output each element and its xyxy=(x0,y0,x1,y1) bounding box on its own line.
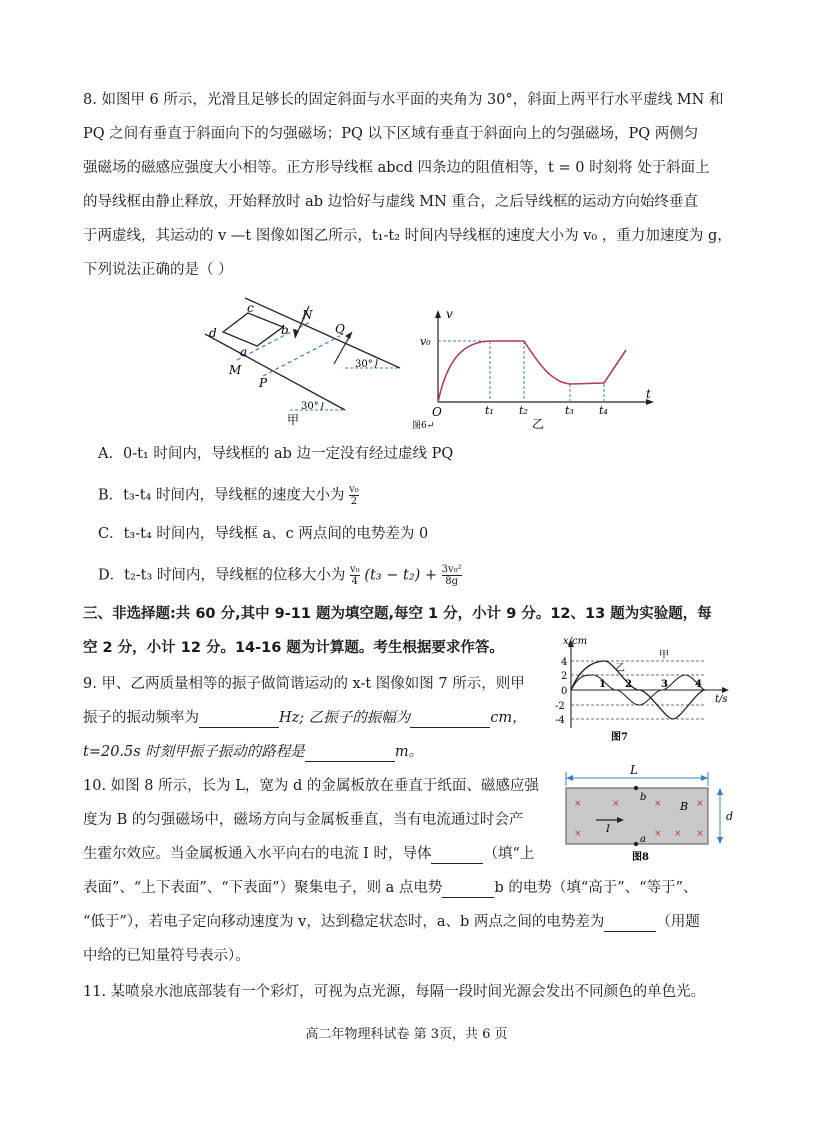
wire-frame xyxy=(223,313,283,346)
label-p: P xyxy=(259,376,268,390)
fig8-cross: × xyxy=(654,829,662,839)
caption-jia: 甲 xyxy=(287,413,300,427)
fig8-width-arrow-bottom xyxy=(717,837,723,844)
option-d-text: D．t₂-t₃ 时间内，导线框的位移大小为 xyxy=(98,567,346,584)
section-3-line-2: 空 2 分，小计 12 分。14-16 题为计算题。考生根据要求作答。 xyxy=(83,640,504,656)
figure-jia xyxy=(195,292,410,427)
option-b-fraction xyxy=(349,484,359,507)
axis-v-label: v xyxy=(446,307,453,321)
figure-yi xyxy=(412,306,660,431)
page-footer: 高二年物理科试卷 第 3页，共 6 页 xyxy=(305,1027,508,1042)
option-d-denominator-1: 4 xyxy=(351,576,359,587)
fig7-ytick-2: 2 xyxy=(561,671,568,682)
option-a: A．0-t₁ 时间内，导线框的 ab 边一定没有经过虚线 PQ xyxy=(98,446,454,462)
label-c: c xyxy=(247,301,254,315)
q10-line-3b: （填“上 xyxy=(483,846,535,862)
fig8-length-arrow-right xyxy=(701,775,708,781)
q9-blank-frequency[interactable] xyxy=(199,711,279,728)
fig7-xtick-1: 1 xyxy=(599,679,606,690)
tick-t4: t₄ xyxy=(599,404,608,417)
option-c: C．t₃-t₄ 时间内，导线框 a、c 两点间的电势差为 0 xyxy=(98,526,429,542)
fig7-xtick-3: 3 xyxy=(661,679,668,690)
label-q: Q xyxy=(335,322,345,336)
fig8-width-arrow-top xyxy=(717,788,723,795)
q8-line-6: 下列说法正确的是（ ） xyxy=(83,262,233,278)
label-n: N xyxy=(302,308,313,322)
q11-line-1: 11. 某喷泉水池底部装有一个彩灯，可视为点光源，每隔一段时间光源会发出不同颜色的单色光。 xyxy=(83,984,706,1000)
figure-8 xyxy=(560,764,750,864)
option-b-text: B．t₃-t₄ 时间内，导线框的速度大小为 xyxy=(98,487,345,504)
fig8-caption: 图8 xyxy=(632,852,649,863)
fig8-point-a xyxy=(634,842,638,846)
fig8-label-i: I xyxy=(606,824,610,835)
q8-line-3: 强磁场的磁感应强度大小相等。正方形导线框 abcd 四条边的阻值相等，t = 0 时刻将 处于斜面上 xyxy=(83,160,710,176)
fig8-metal-plate xyxy=(566,788,708,844)
fig7-xlabel: t/s xyxy=(715,694,728,705)
q10-line-1: 10. 如图 8 所示，长为 L，宽为 d 的金属板放在垂直于纸面、磁感应强 xyxy=(83,778,539,794)
fig8-label-d: d xyxy=(726,810,734,823)
option-d-fraction-1 xyxy=(350,564,360,587)
fig8-label-b-field: B xyxy=(680,800,689,813)
q8-line-2: PQ 之间有垂直于斜面向下的匀强磁场；PQ 以下区域有垂直于斜面向上的匀强磁场，PQ 两侧匀 xyxy=(83,126,699,142)
option-d-fraction-2 xyxy=(442,564,462,587)
v0-label: v₀ xyxy=(420,335,431,348)
q9-line-1: 9. 甲、乙两质量相等的振子做简谐运动的 x-t 图像如图 7 所示，则甲 xyxy=(83,676,525,692)
option-b-denominator: 2 xyxy=(350,496,358,507)
origin-label: O xyxy=(432,405,442,419)
q8-line-5: 于两虚线，其运动的 v —t 图像如图乙所示，t₁-t₂ 时间内导线框的速度大小为 v₀ ，重力加速度为 g， xyxy=(83,228,732,244)
q10-blank-potential[interactable] xyxy=(442,881,494,898)
incline-lower-line xyxy=(205,334,345,410)
fig7-ytick-4: 4 xyxy=(561,657,568,668)
q8-line-1: 8. 如图甲 6 所示，光滑且足够长的固定斜面与水平面的夹角为 30°，斜面上两平行水平虚线 MN 和 xyxy=(83,92,724,108)
fig7-ytick-m4: -4 xyxy=(555,715,565,726)
label-angle-2: 30° xyxy=(301,401,319,412)
fig8-cross: × xyxy=(674,829,682,839)
tick-t1: t₁ xyxy=(485,404,494,417)
fig7-origin: 0 xyxy=(561,686,568,697)
q10-line-6: 中给的已知量符号表示）。 xyxy=(83,948,250,964)
q10-line-5b: （用题 xyxy=(656,914,700,930)
fig8-length-arrow-left xyxy=(566,775,573,781)
section-3-line-1: 三、非选择题:共 60 分,其中 9-11 题为填空题,每空 1 分，小计 9 分。12、13 题为实验题，每 xyxy=(83,606,712,622)
q8-line-4: 的导线框由静止释放，开始释放时 ab 边恰好与虚线 MN 重合，之后导线框的运动方向始终垂直 xyxy=(83,194,698,210)
q10-line-4b: b 的电势（填“高于”、“等于”、 xyxy=(494,880,698,896)
q9-blank-path[interactable] xyxy=(305,745,395,762)
q10-line-3a: 生霍尔效应。当金属板通入水平向右的电流 I 时，导体 xyxy=(83,846,432,862)
q9-line-3 xyxy=(83,742,423,762)
angle-arc-1 xyxy=(375,359,377,368)
q10-blank-voltage[interactable] xyxy=(604,915,656,932)
fig8-cross: × xyxy=(654,799,662,809)
tick-t3: t₃ xyxy=(565,404,574,417)
q10-blank-surface[interactable] xyxy=(431,847,483,864)
q9-line-2 xyxy=(83,708,527,728)
v-t-curve xyxy=(438,341,626,402)
q9-line-3b: m。 xyxy=(394,744,424,760)
incline-upper-line xyxy=(245,298,400,368)
fig8-cross: × xyxy=(612,799,620,809)
q10-line-5 xyxy=(83,912,700,932)
fig7-label-jia: 甲 xyxy=(659,650,669,661)
caption-yi: 乙 xyxy=(532,417,545,431)
fig7-caption: 图7 xyxy=(611,732,628,743)
q9-line-2b: Hz; 乙振子的振幅为 xyxy=(279,710,411,726)
option-b xyxy=(98,484,359,507)
axis-t-label: t xyxy=(646,387,651,401)
option-d xyxy=(98,564,462,587)
option-d-middle: (t₃ − t₂) + xyxy=(364,567,438,584)
label-d: d xyxy=(209,326,217,340)
q9-blank-amplitude[interactable] xyxy=(410,711,490,728)
q10-line-4a: 表面”、“上下表面”、“下表面”）聚集电子，则 a 点电势 xyxy=(83,880,443,896)
fig8-point-b xyxy=(634,786,638,790)
tick-t2: t₂ xyxy=(519,404,528,417)
figure-6-label: 图6↵ xyxy=(412,421,435,431)
fig7-ytick-m2: -2 xyxy=(555,701,565,712)
option-b-numerator: v₀ xyxy=(349,484,359,495)
q9-line-2c: cm， xyxy=(490,710,527,726)
fig7-label-yi: 乙 xyxy=(615,663,625,674)
fig8-label-b: b xyxy=(640,792,647,803)
option-d-numerator-1: v₀ xyxy=(350,564,360,575)
figure-7 xyxy=(555,634,735,744)
field-arrow-2-head xyxy=(345,332,352,339)
fig8-cross: × xyxy=(696,829,704,839)
label-a: a xyxy=(240,345,248,359)
angle-arc-2 xyxy=(321,402,323,410)
fig8-cross: × xyxy=(574,829,582,839)
fig7-xtick-4: 4 xyxy=(695,679,702,690)
fig8-label-l: L xyxy=(630,763,638,777)
q9-line-3a: t=20.5s 时刻甲振子振动的路程是 xyxy=(83,744,305,760)
fig7-ylabel: x/cm xyxy=(563,636,588,647)
v-axis-arrow xyxy=(435,310,441,318)
option-d-denominator-2: 8g xyxy=(445,576,459,587)
fig8-cross: × xyxy=(574,799,582,809)
q10-line-3 xyxy=(83,844,534,864)
label-m: M xyxy=(229,363,242,377)
q10-line-5a: “低于”），若电子定向移动速度为 v，达到稳定状态时，a、b 两点之间的电势差为 xyxy=(83,914,605,930)
q10-line-2: 度为 B 的匀强磁场中，磁场方向与金属板垂直，当有电流通过时会产 xyxy=(83,812,524,828)
label-angle-1: 30° xyxy=(355,359,373,370)
fig7-t-axis-arrow xyxy=(722,687,729,693)
q9-line-2a: 振子的振动频率为 xyxy=(83,710,199,726)
fig7-xtick-2: 2 xyxy=(625,679,632,690)
option-d-numerator-2: 3v₀² xyxy=(441,564,462,575)
fig8-cross: × xyxy=(696,799,704,809)
q10-line-4 xyxy=(83,878,697,898)
label-b: b xyxy=(281,323,289,337)
line-pq xyxy=(263,336,340,376)
fig8-label-a: a xyxy=(640,834,646,845)
